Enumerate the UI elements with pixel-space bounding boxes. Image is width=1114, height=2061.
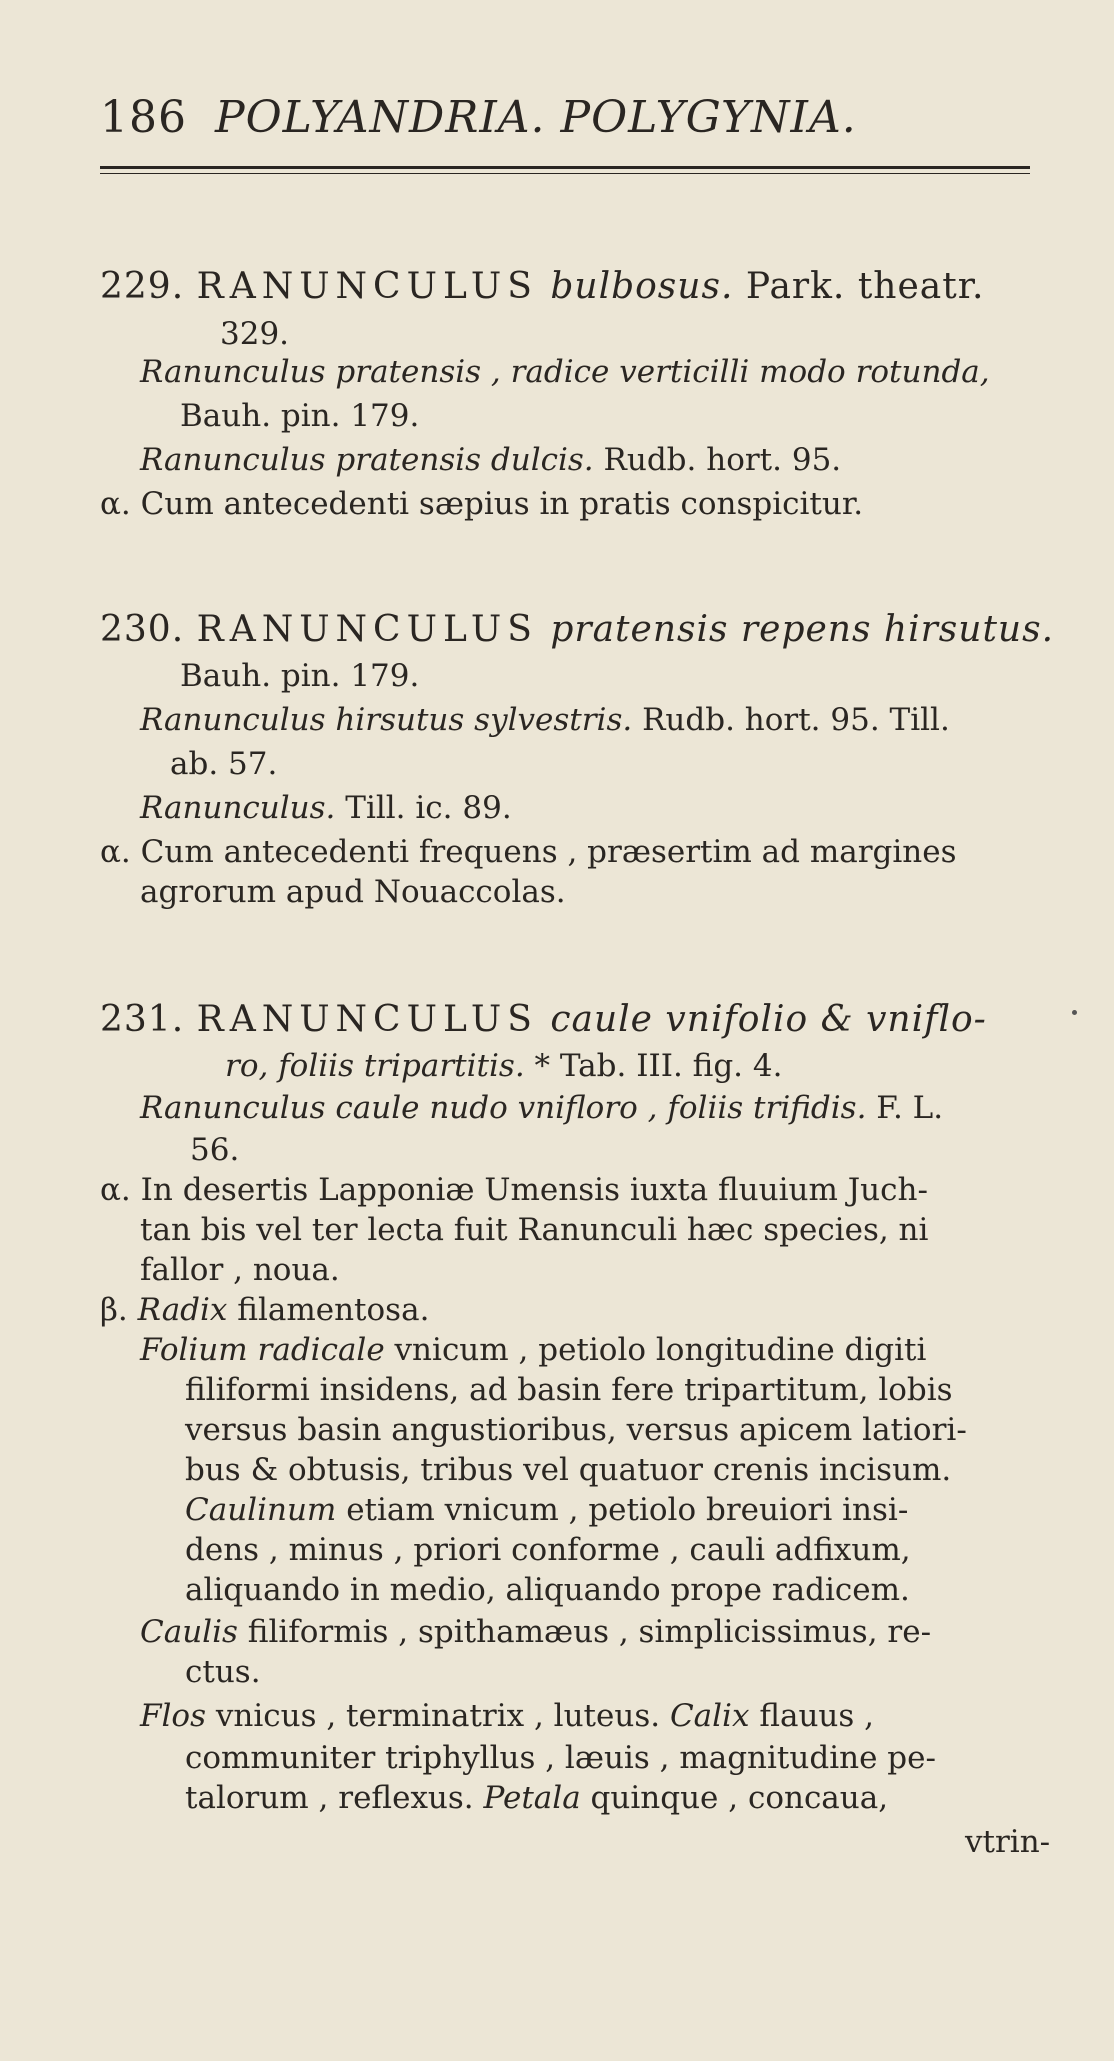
description-line: versus basin angustioribus, versus apicem latiori-	[185, 1412, 967, 1448]
note-text: In desertis Lapponiæ Umensis iuxta fluuium Juch-	[140, 1172, 928, 1208]
description-flos	[140, 1696, 874, 1736]
entry-229-heading	[100, 267, 984, 307]
running-title: POLYANDRIA. POLYGYNIA.	[214, 92, 857, 143]
term-label: Caulinum	[185, 1492, 337, 1528]
synonym-reference-cont: 56.	[190, 1132, 240, 1168]
synonym-reference: F. L.	[876, 1090, 944, 1126]
synonym	[140, 352, 990, 392]
term-label: Petala	[483, 1780, 581, 1816]
genus-name: RANUNCULUS	[196, 609, 538, 650]
reference-page: 329.	[220, 316, 290, 352]
term-text: flauus ,	[759, 1698, 875, 1734]
synonym-name: Ranunculus caule nudo vnifloro , foliis trifidis.	[140, 1090, 867, 1126]
synonym-reference: Rudb. hort. 95.	[603, 442, 842, 478]
description-line: bus & obtusis, tribus vel quatuor crenis incisum.	[185, 1452, 952, 1488]
term-label: Calix	[669, 1698, 750, 1734]
header-rule	[100, 166, 1030, 174]
species-epithet: pratensis repens hirsutus.	[550, 609, 1055, 650]
new-species-star: *	[534, 1048, 551, 1084]
catchword: vtrin-	[965, 1824, 1051, 1860]
habitat-note	[100, 832, 957, 872]
term-label: Caulis	[140, 1614, 238, 1650]
habitat-note-cont: agrorum apud Nouaccolas.	[140, 874, 566, 910]
plate-reference: Tab. III. fig. 4.	[559, 1048, 783, 1084]
reference: Bauh. pin. 179.	[180, 658, 420, 694]
term-text: talorum , reflexus.	[185, 1780, 474, 1816]
beta-marker: β.	[100, 1292, 128, 1328]
alpha-marker: α.	[100, 1172, 131, 1208]
synonym	[140, 788, 512, 828]
synonym-reference-cont: ab. 57.	[170, 746, 278, 782]
habitat-note	[100, 484, 863, 524]
synonym	[140, 440, 841, 480]
term-text: quinque , concaua,	[590, 1780, 889, 1816]
entry-number: 230.	[100, 609, 185, 650]
description-line: dens , minus , priori conforme , cauli adfixum,	[185, 1532, 911, 1568]
term-label: Flos	[140, 1698, 206, 1734]
species-epithet: bulbosus.	[550, 266, 734, 307]
entry-231-heading	[100, 1000, 987, 1040]
synonym-name: Ranunculus.	[140, 790, 336, 826]
description-line: communiter triphyllus , læuis , magnitudine pe-	[185, 1740, 936, 1776]
synonym-name: Ranunculus pratensis , radice verticilli modo rotunda,	[140, 354, 990, 390]
alpha-marker: α.	[100, 834, 131, 870]
entry-230-heading	[100, 610, 1054, 650]
habitat-note-line: tan bis vel ter lecta fuit Ranunculi hæc species, ni	[140, 1212, 929, 1248]
description-line	[185, 1778, 888, 1818]
synonym-reference: Rudb. hort. 95. Till.	[642, 702, 950, 738]
page-header	[100, 92, 1030, 152]
term-text: vnicus , terminatrix , luteus.	[215, 1698, 661, 1734]
term-text: filamentosa.	[237, 1292, 430, 1328]
reference: Park. theatr.	[745, 266, 985, 307]
term-text: etiam vnicum , petiolo breuiori insi-	[346, 1492, 909, 1528]
genus-name: RANUNCULUS	[196, 999, 538, 1040]
entry-number: 229.	[100, 266, 185, 307]
entry-231-heading-cont	[225, 1046, 782, 1086]
note-text: Cum antecedenti frequens , præsertim ad margines	[140, 834, 957, 870]
synonym-name: Ranunculus pratensis dulcis.	[140, 442, 594, 478]
synonym-name: Ranunculus hirsutus sylvestris.	[140, 702, 633, 738]
habitat-note-line: fallor , noua.	[140, 1252, 340, 1288]
entry-number: 231.	[100, 999, 185, 1040]
term-text: vnicum , petiolo longitudine digiti	[394, 1332, 927, 1368]
synonym	[140, 700, 950, 740]
description-line: aliquando in medio, aliquando prope radicem.	[185, 1572, 910, 1608]
description-radix	[100, 1290, 429, 1330]
alpha-marker: α.	[100, 486, 131, 522]
synonym-reference: Till. ic. 89.	[345, 790, 512, 826]
term-text: filiformis , spithamæus , simplicissimus, re-	[247, 1614, 932, 1650]
note-text: Cum antecedenti sæpius in pratis conspicitur.	[140, 486, 864, 522]
term-label: Radix	[137, 1292, 228, 1328]
species-epithet: caule vnifolio & vniflo-	[550, 999, 987, 1040]
description-line: ctus.	[185, 1654, 261, 1690]
description-caulis	[140, 1612, 931, 1652]
synonym	[140, 1088, 943, 1128]
ink-speck	[1072, 1010, 1077, 1015]
synonym-reference: Bauh. pin. 179.	[180, 398, 420, 434]
description-line: filiformi insidens, ad basin fere tripartitum, lobis	[185, 1372, 953, 1408]
genus-name: RANUNCULUS	[196, 266, 538, 307]
page-number: 186	[100, 92, 187, 143]
description-caulinum	[185, 1490, 908, 1530]
species-epithet-cont: ro, foliis tripartitis.	[225, 1048, 525, 1084]
term-label: Folium radicale	[140, 1332, 385, 1368]
habitat-note	[100, 1170, 928, 1210]
description-folium	[140, 1330, 926, 1370]
